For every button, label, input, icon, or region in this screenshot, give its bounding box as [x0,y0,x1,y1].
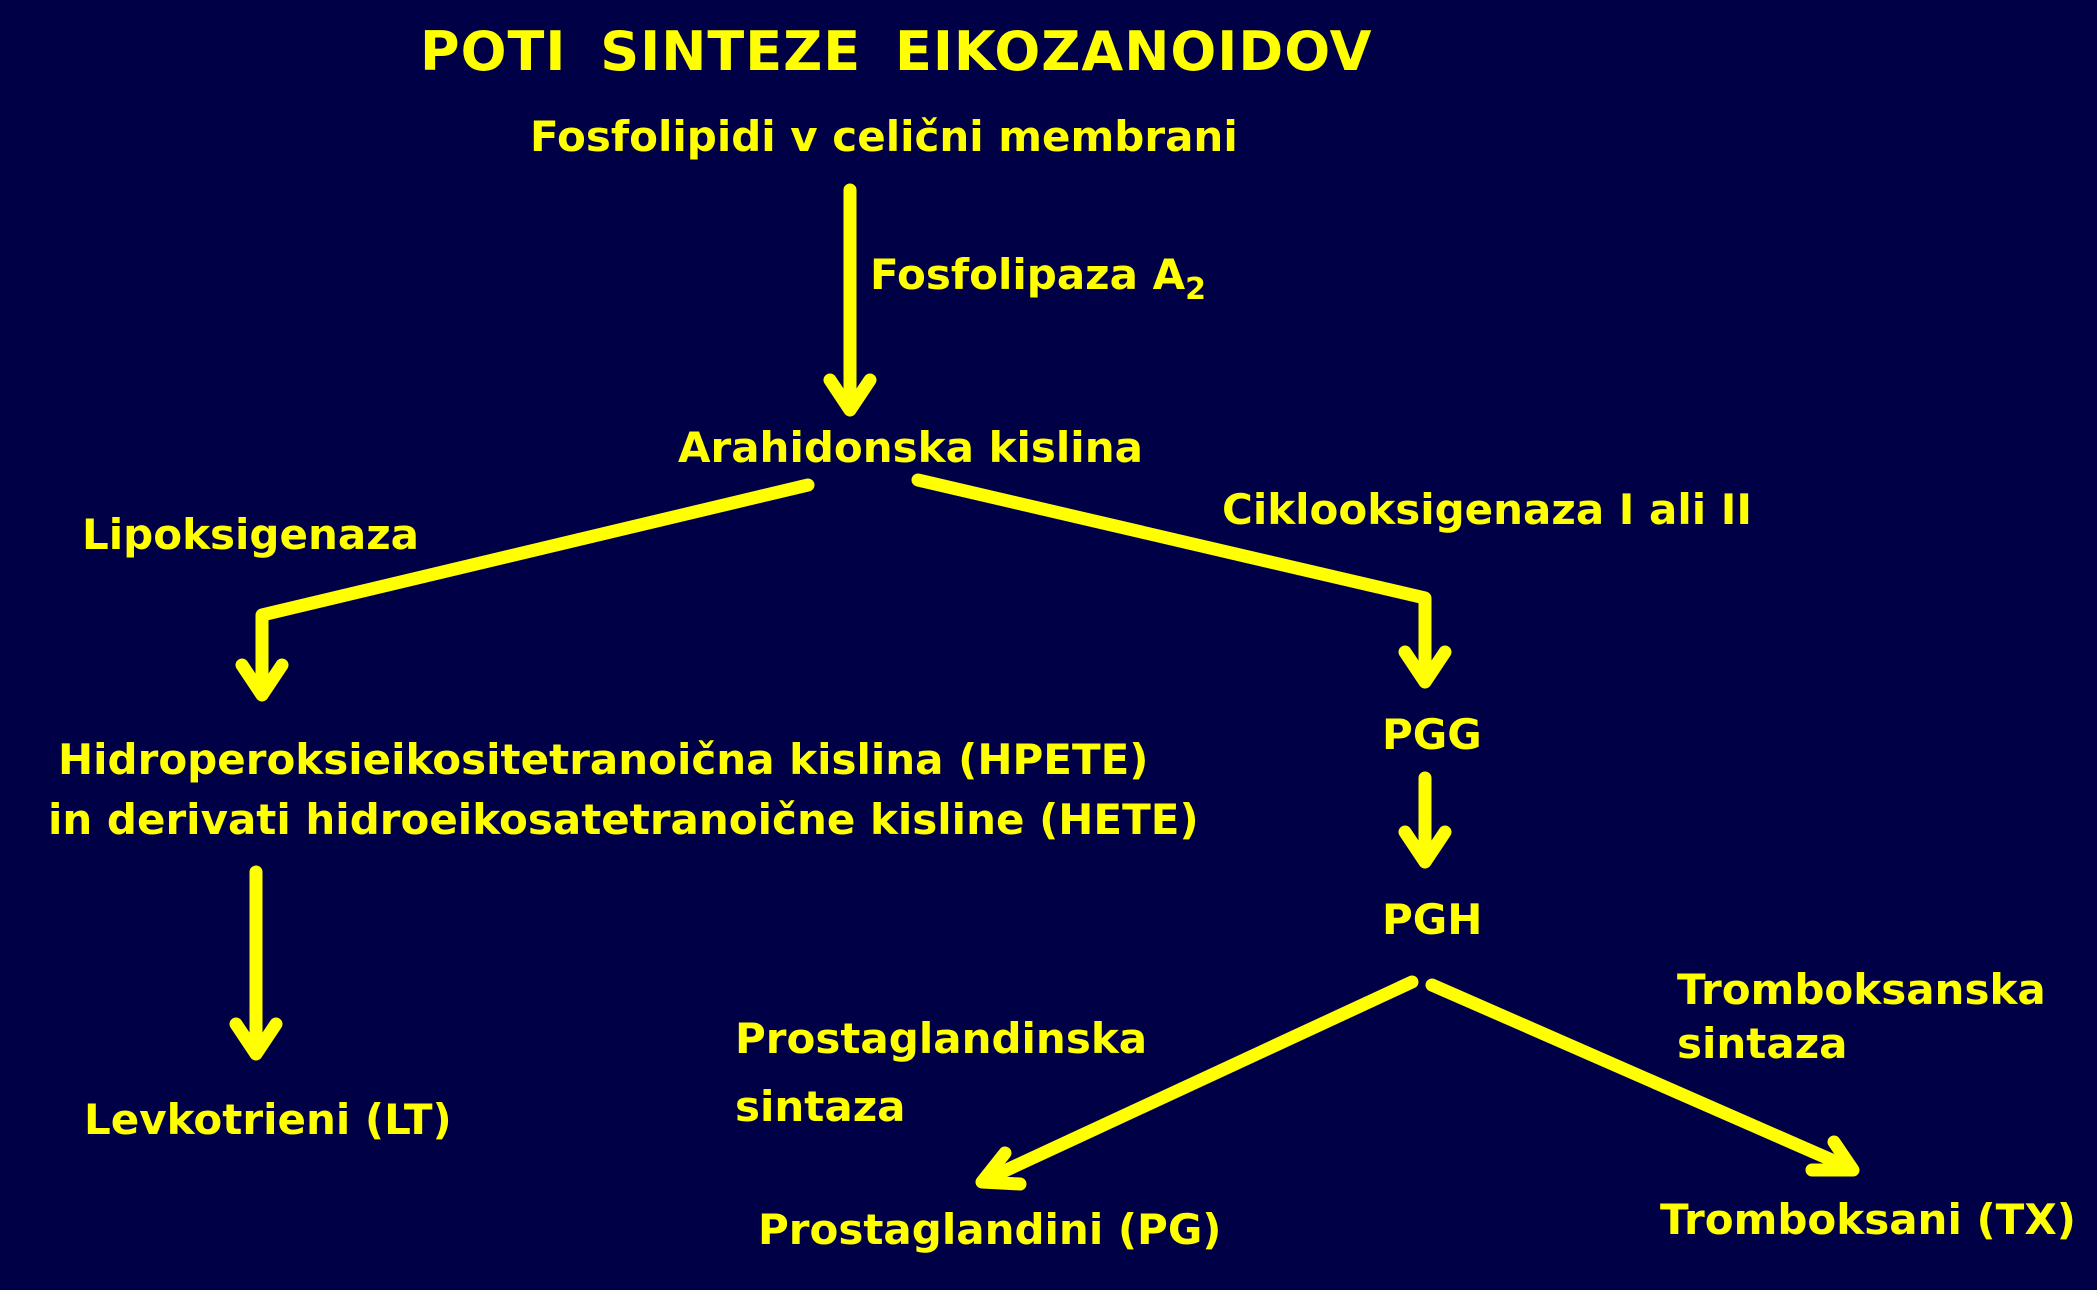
page-title: POTI SINTEZE EIKOZANOIDOV [420,20,1373,83]
enzyme-phospholipase-label: Fosfolipaza A [870,250,1186,299]
enzyme-cyclooxygenase: Ciklooksigenaza I ali II [1222,485,1753,534]
enzyme-phospholipase-subscript: 2 [1185,272,1206,307]
node-pgg: PGG [1382,710,1482,759]
enzyme-pg-synthase-line2: sintaza [735,1082,906,1131]
node-thromboxanes: Tromboksani (TX) [1660,1195,2076,1244]
enzyme-lipoxygenase: Lipoksigenaza [82,510,419,559]
arrow-hpete-to-leukotrienes [236,872,276,1054]
node-pgh: PGH [1382,895,1483,944]
node-hpete-line1: Hidroperoksieikositetranoična kislina (HPETE) [58,735,1149,784]
enzyme-pg-synthase-line1: Prostaglandinska [735,1014,1148,1063]
arrow-pgg-to-pgh [1405,778,1445,862]
arrow-phospholipids-to-arachidonic [830,190,870,410]
enzyme-tx-synthase-line2: sintaza [1677,1019,1848,1068]
enzyme-tx-synthase-line1: Tromboksanska [1677,965,2046,1014]
node-hpete-hete [48,730,1199,850]
node-leukotrienes: Levkotrieni (LT) [84,1095,452,1144]
node-arachidonic-acid: Arahidonska kislina [678,423,1143,472]
node-phospholipids: Fosfolipidi v celični membrani [530,112,1238,161]
enzyme-phospholipase-a2 [870,250,1206,308]
enzyme-prostaglandin-synthase [735,1005,1147,1141]
enzyme-thromboxane-synthase [1677,963,2046,1071]
node-hpete-line2: in derivati hidroeikosatetranoične kisline (HETE) [48,795,1199,844]
node-prostaglandins: Prostaglandini (PG) [758,1205,1222,1254]
